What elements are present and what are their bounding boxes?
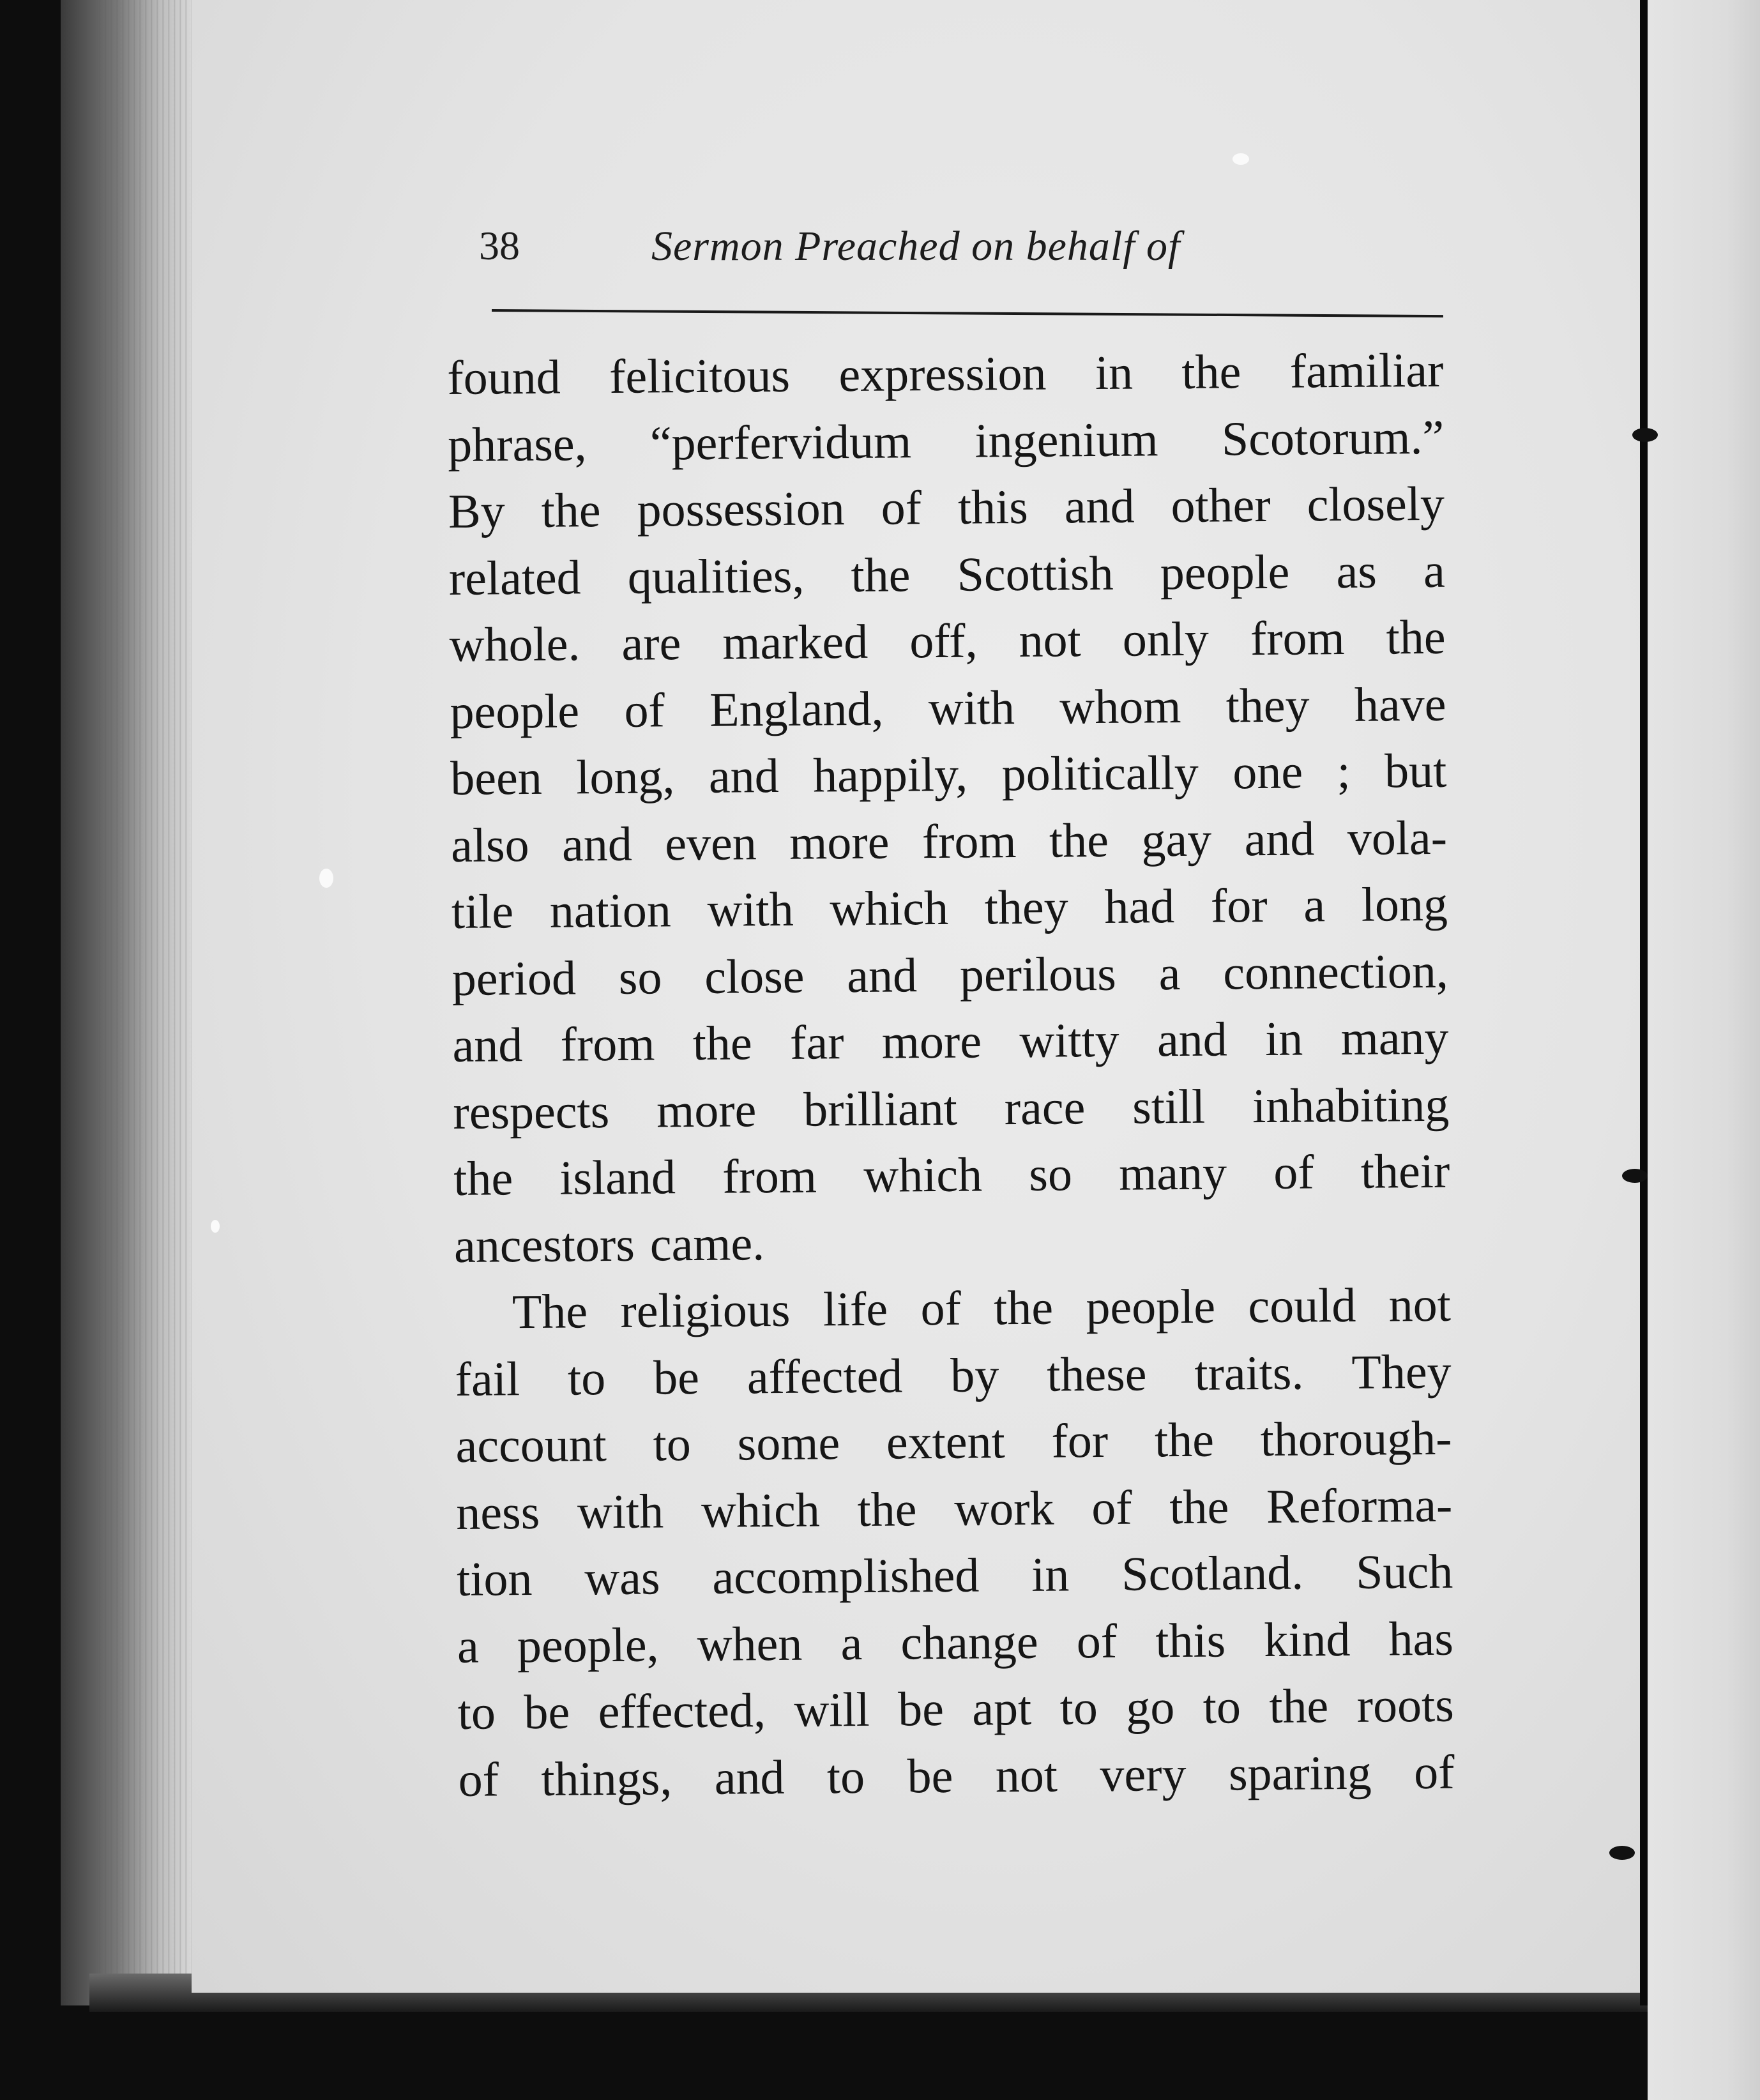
text-line: whole. are marked off, not only from the (449, 610, 1446, 672)
text-line: related qualities, the Scottish people as a (448, 544, 1446, 605)
paper-speck (211, 1220, 220, 1233)
paper-speck (1233, 153, 1249, 165)
text-line: The religious life of the people could not (512, 1277, 1452, 1339)
text-line: tile nation with which they had for a long (451, 877, 1448, 939)
text-line: period so close and perilous a connection, (451, 944, 1449, 1006)
text-line: been long, and happily, politically one ; but (450, 743, 1447, 805)
text-line: and from the far more witty and in many (452, 1010, 1449, 1072)
text-line: ancestors came. (453, 1216, 765, 1273)
text-line: the island from which so many of their (453, 1144, 1450, 1206)
text-line: also and even more from the gay and vola- (450, 810, 1448, 872)
text-line: to be effected, will be apt to go to the roots (457, 1678, 1455, 1740)
running-title: Sermon Preached on behalf of (651, 223, 1181, 270)
text-line: tion was accomplished in Scotland. Such (456, 1544, 1453, 1606)
text-line: phrase, “perfervidum ingenium Scotorum.” (447, 410, 1445, 472)
running-header (473, 211, 1443, 287)
text-line: a people, when a change of this kind has (457, 1611, 1454, 1673)
binding-edge (1640, 0, 1648, 2005)
page-number: 38 (479, 223, 520, 268)
text-line: By the possession of this and other closely (448, 476, 1445, 538)
paper-speck (319, 869, 333, 888)
text-line: of things, and to be not very sparing of (458, 1745, 1455, 1807)
text-line: ness with which the work of the Reforma- (456, 1478, 1453, 1540)
text-line: people of England, with whom they have (450, 677, 1446, 739)
binding-stitch-mark (1632, 428, 1658, 442)
text-line: found felicitous expression in the familiar (447, 343, 1444, 405)
binding-stitch-mark (1609, 1846, 1635, 1860)
text-line: fail to be affected by these traits. They (455, 1344, 1452, 1406)
text-line: account to some extent for the thorough- (455, 1411, 1452, 1473)
binding-stitch-mark (1622, 1169, 1648, 1183)
facing-page-strip (1648, 0, 1760, 2100)
text-line: respects more brilliant race still inhabiting (453, 1077, 1450, 1139)
body-text (447, 337, 1455, 1813)
